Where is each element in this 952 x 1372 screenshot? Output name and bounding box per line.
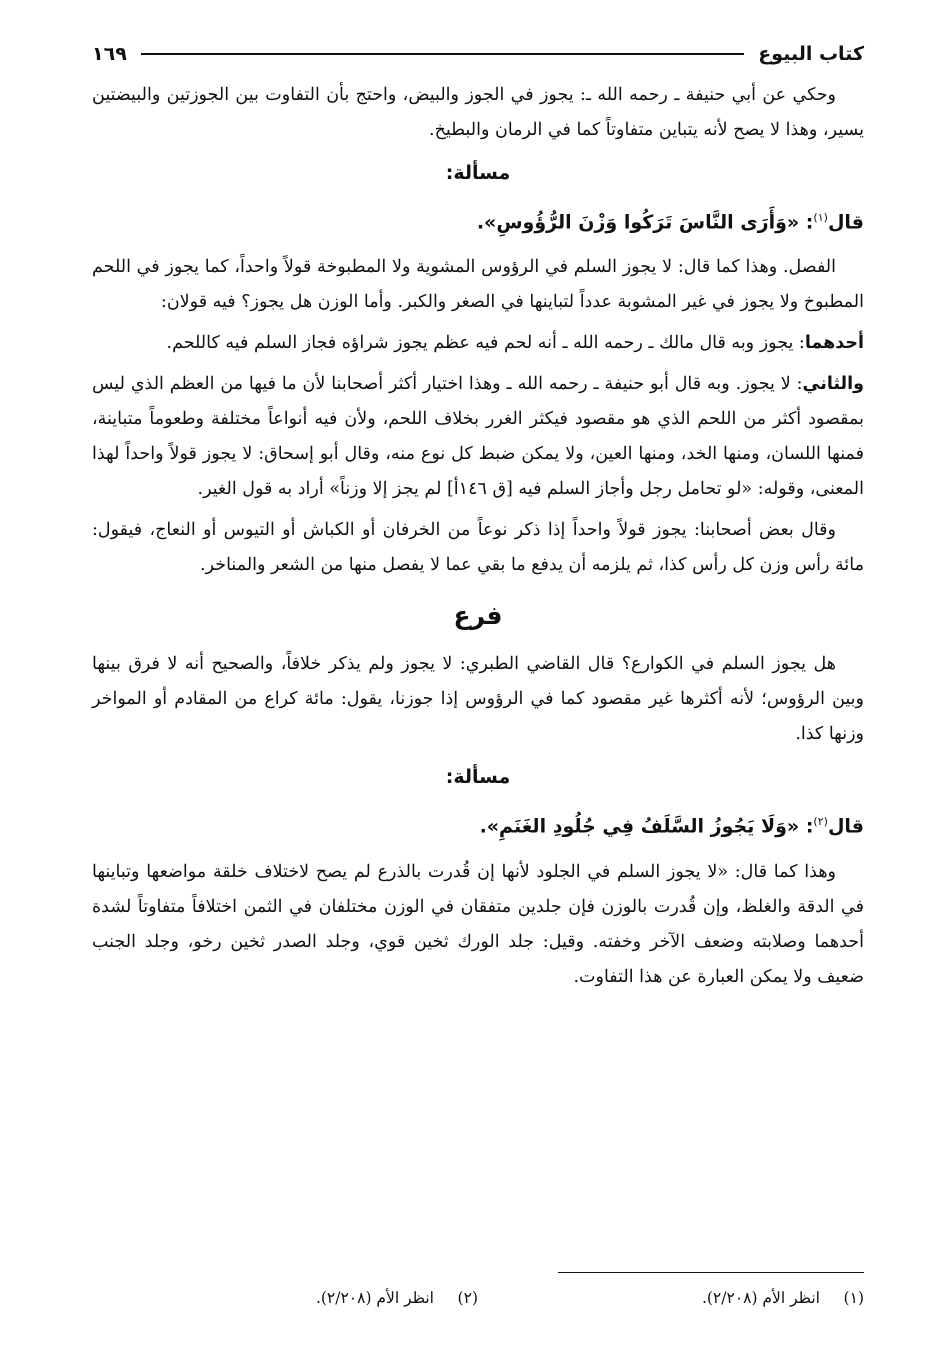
footnote-ref-1: (١): [813, 211, 828, 224]
footnotes: [92, 1284, 864, 1312]
page-number: ١٦٩: [92, 43, 127, 65]
footnote-2-number: (٢): [457, 1289, 478, 1307]
header-title: كتاب البيوع: [758, 43, 864, 65]
paragraph-2: الفصل. وهذا كما قال: لا يجوز السلم في الرؤوس المشوية ولا المطبوخة قولاً واحداً، كما يجوز في اللحم المطبوخ ولا يجوز في غير المشوبة عدداً لتباينها في الصغر والكبر. وأما الوزن هل يجوز؟ فيه قولان:: [92, 257, 864, 313]
term-second-opinion: والثاني: [802, 374, 864, 395]
paragraph-4: [92, 367, 864, 507]
paragraph-3-text: : يجوز وبه قال مالك ـ رحمه الله ـ أنه لحم فيه عظم يجوز شراؤه فجاز السلم فيه كاللحم.: [166, 333, 805, 354]
qal-label-1: قال: [827, 211, 864, 234]
footnote-ref-2: (٢): [813, 815, 828, 829]
book-page: [92, 34, 864, 1372]
footnote-separator: [558, 1272, 864, 1273]
quote-line-2: [92, 800, 864, 848]
footnote-2-text: انظر الأم (٢/٢٠٨).: [315, 1289, 434, 1307]
section-heading-masala-2: مسألة:: [445, 766, 511, 789]
qal-quote-2: : «وَلَا يَجُوزُ السَّلَفُ فِي جُلُودِ الغَنَمِ».: [479, 815, 814, 838]
qal-quote-1: : «وَأَرَى النَّاسَ تَرَكُوا وَزْنَ الرُّؤُوسِ».: [476, 211, 814, 234]
paragraph-6: هل يجوز السلم في الكوارع؟ قال القاضي الطبري: لا يجوز ولم يذكر خلافاً، والصحيح أنه لا فرق بينها وبين الرؤوس؛ لأنه أكثرها غير مقصود كما في الرؤوس إذا جوزنا، يقول: مائة كراع من المقادم أو المواخر وزنها كذا.: [92, 654, 864, 745]
footnote-1-number: (١): [843, 1289, 864, 1307]
running-header: [92, 34, 864, 74]
header-rule: [141, 53, 745, 55]
quote-line-1: [92, 196, 864, 244]
section-heading-far: فرع: [453, 601, 503, 631]
paragraph-5: وقال بعض أصحابنا: يجوز قولاً واحداً إذا ذكر نوعاً من الخرفان أو الكباش أو التيوس أو النعاج، فيقول: مائة رأس وزن كل رأس كذا، ثم يلزمه أن يدفع ما بقي عما لا يفصل منها من الشعر والمناخر.: [92, 520, 864, 576]
paragraph-4-text: : لا يجوز. وبه قال أبو حنيفة ـ رحمه الله ـ وهذا اختيار أكثر أصحابنا لأن ما فيها من العظم الذي ليس بمقصود أكثر من اللحم الذي هو مقصود فيكثر الغرر بخلاف اللحم، ولأن فيه أنواعاً مختلفة وطعوماً متباينة، فمنها اللسان، ومنها الخد، ومنها العين، ولا يمكن ضبط كل نوع منه، وقال أبو إسحاق: لا يجوز قولاً واحداً لهذا المعنى، وقوله: «لو تحامل رجل وأجاز السلم فيه [ق ١٤٦أ] لم يجز إلا وزناً» أراد به قول الغير.: [92, 374, 864, 500]
qal-label-2: قال: [827, 815, 864, 838]
paragraph-1: وحكي عن أبي حنيفة ـ رحمه الله ـ: يجوز في الجوز والبيض، واحتج بأن التفاوت بين الجوزتين والبيضتين يسير، وهذا لا يصح لأنه يتباين متفاوتاً كما في الرمان والبطيخ.: [92, 85, 864, 140]
paragraph-3: [92, 326, 864, 361]
footnote-1: [478, 1284, 864, 1312]
paragraph-7: وهذا كما قال: «لا يجوز السلم في الجلود لأنها إن قُدرت بالذرع لم يصح لاختلاف خلقة مواضعها وتباينها في الدقة والغلظ، وإن قُدرت بالوزن فإن جلدين متفقان في الوزن مختلفان في الثمن اختلافاً متفاوتاً لشدة أحدهما وصلابته وضعف الآخر وخفته. وقيل: جلد الورك ثخين قوي، وجلد الصدر ثخين رخو، وجلد الجنب ضعيف ولا يمكن العبارة عن هذا التفاوت.: [92, 861, 864, 987]
footnote-2: [92, 1284, 478, 1312]
section-heading-masala-1: مسألة:: [445, 162, 511, 184]
footnote-1-text: انظر الأم (٢/٢٠٨).: [701, 1289, 820, 1307]
term-first-opinion: أحدهما: [804, 333, 864, 354]
